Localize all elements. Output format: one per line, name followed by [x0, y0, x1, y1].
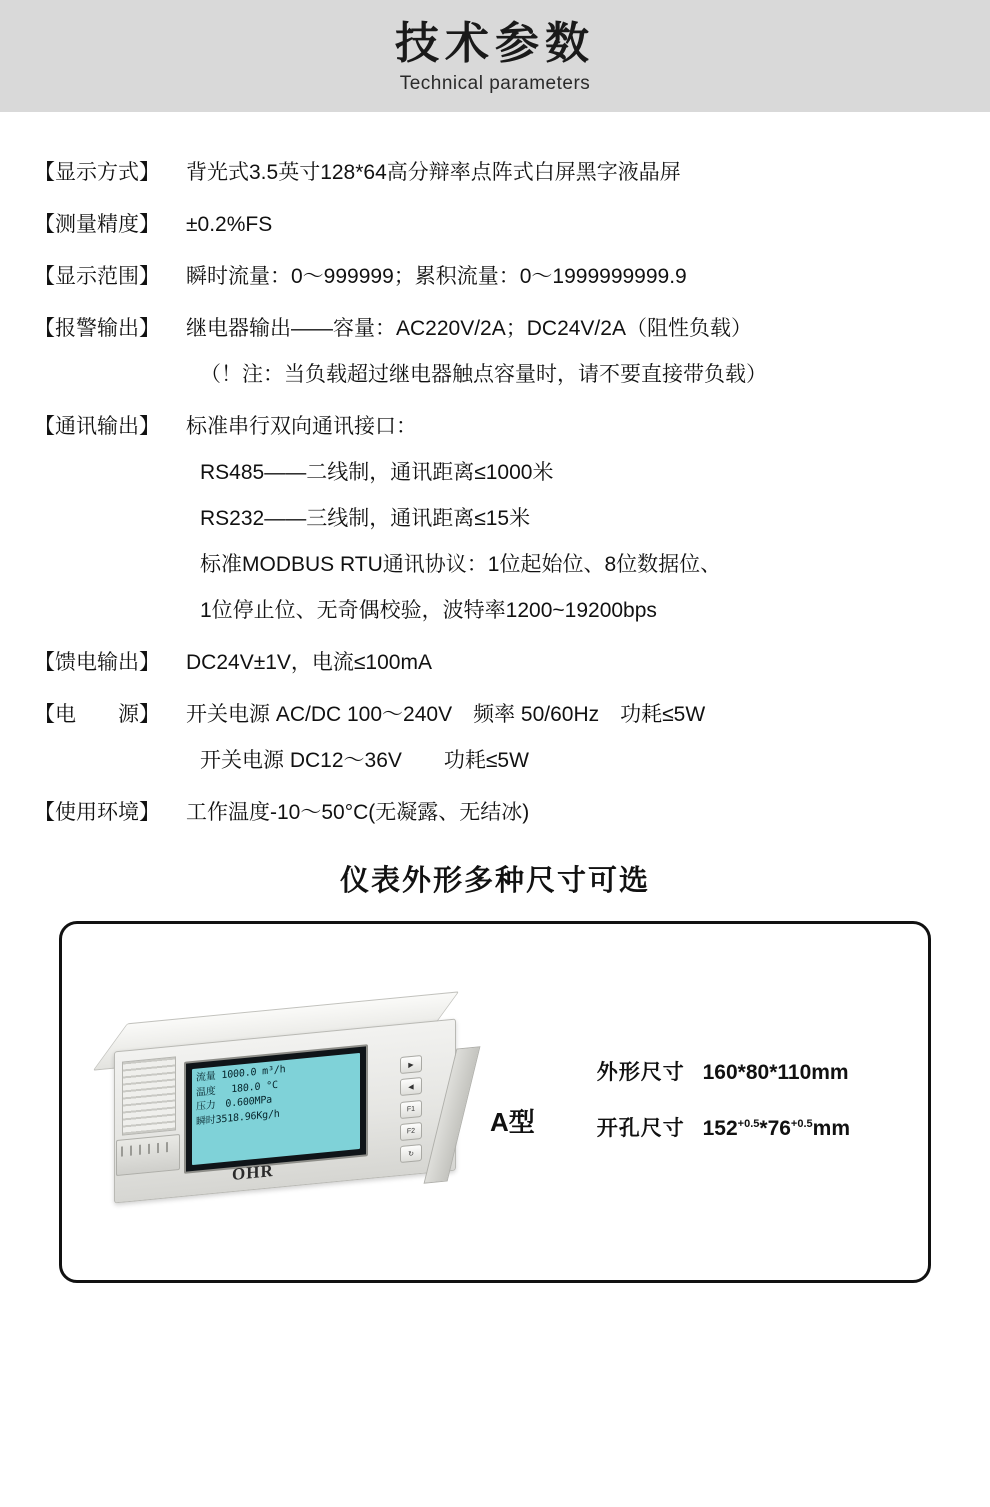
dimension-value-outline: 160*80*110mm — [702, 1061, 849, 1084]
dimension-row-outline — [597, 1056, 850, 1086]
spec-value — [186, 262, 687, 292]
spec-line: 标准MODBUS RTU通讯协议：1位起始位、8位数据位、 — [200, 553, 722, 576]
page-subtitle: Technical parameters — [399, 73, 591, 95]
spec-label: 【显示方式】 — [34, 161, 160, 184]
dimension-value-cutout-pre: 152 — [702, 1117, 738, 1140]
spec-label: 【馈电输出】 — [34, 651, 160, 674]
model-label: A型 — [490, 1106, 535, 1137]
spec-value — [186, 314, 767, 390]
spec-label: 【报警输出】 — [34, 317, 160, 340]
lcd-line-temperature: 温度 180.0 °C — [196, 1079, 278, 1099]
spec-row-power-supply — [0, 700, 990, 776]
key-left-icon[interactable]: ◀ — [400, 1077, 422, 1096]
spec-row-communication-output — [0, 412, 990, 626]
device-screen — [184, 1044, 368, 1174]
key-f1[interactable]: F1 — [400, 1099, 422, 1118]
spec-row-feed-output — [0, 648, 990, 678]
lcd-display — [192, 1053, 360, 1165]
dimension-tolerance-2: +0.5 — [790, 1118, 813, 1130]
dimension-label-outline: 外形尺寸 — [596, 1061, 685, 1084]
spec-value — [186, 700, 705, 776]
spec-label: 【显示范围】 — [34, 265, 160, 288]
spec-line: DC24V±1V，电流≤100mA — [186, 651, 432, 674]
spec-value — [186, 412, 721, 626]
brand-logo: OHR — [232, 1160, 274, 1185]
spec-label: 【电 源】 — [34, 703, 160, 726]
spec-row-accuracy — [0, 210, 990, 240]
spec-line: 工作温度-10～50°C(无凝露、无结冰) — [186, 801, 530, 824]
dimensions-block — [597, 1056, 850, 1168]
spec-line: 继电器输出——容量：AC220V/2A；DC24V/2A（阻性负载） — [186, 317, 752, 340]
dimension-row-cutout — [597, 1112, 850, 1142]
dimension-tolerance-1: +0.5 — [737, 1118, 760, 1130]
dimension-value-cutout-post: mm — [812, 1117, 850, 1140]
key-enter-icon[interactable]: ↻ — [400, 1144, 422, 1163]
page-title: 技术参数 — [395, 18, 595, 68]
spec-row-alarm-output — [0, 314, 990, 390]
spec-label: 【使用环境】 — [34, 801, 160, 824]
spec-line: 标准串行双向通讯接口： — [186, 415, 417, 438]
key-right-icon[interactable]: ▶ — [400, 1055, 422, 1074]
specifications-list — [0, 112, 990, 828]
lcd-line-pressure: 压力 0.600MPa — [196, 1094, 272, 1113]
spec-line: 开关电源 DC12～36V 功耗≤5W — [200, 749, 529, 772]
spec-row-display-type — [0, 158, 990, 188]
spec-line: RS232——三线制，通讯距离≤15米 — [200, 507, 531, 530]
section-title-sizes: 仪表外形多种尺寸可选 — [339, 865, 650, 897]
device-terminal-block — [116, 1134, 180, 1176]
spec-label: 【通讯输出】 — [34, 415, 160, 438]
spec-value — [186, 158, 681, 188]
lcd-line-instant: 瞬时3518.96Kg/h — [196, 1108, 280, 1128]
spec-row-display-range — [0, 262, 990, 292]
lcd-line-flow: 流量 1000.0 m³/h — [196, 1064, 286, 1084]
device-illustration — [84, 987, 484, 1217]
spec-line: ±0.2%FS — [186, 213, 273, 236]
spec-row-operating-environment — [0, 798, 990, 828]
key-f2[interactable]: F2 — [400, 1122, 422, 1141]
page-header — [0, 0, 990, 112]
spec-line: 背光式3.5英寸128*64高分辩率点阵式白屏黑字液晶屏 — [186, 161, 681, 184]
spec-line: （！注：当负载超过继电器触点容量时，请不要直接带负载） — [200, 363, 767, 386]
device-vents — [122, 1056, 176, 1135]
spec-value — [186, 798, 529, 828]
spec-value — [186, 210, 272, 240]
dimension-label-cutout: 开孔尺寸 — [596, 1117, 685, 1140]
spec-line: 开关电源 AC/DC 100～240V 频率 50/60Hz 功耗≤5W — [186, 703, 706, 726]
spec-label: 【测量精度】 — [34, 213, 160, 236]
device-keypad — [380, 1050, 442, 1168]
spec-line: 瞬时流量：0～999999；累积流量：0～1999999999.9 — [186, 265, 687, 288]
spec-line: 1位停止位、无奇偶校验，波特率1200~19200bps — [200, 599, 657, 622]
spec-value — [186, 648, 432, 678]
spec-line: RS485——二线制，通讯距离≤1000米 — [200, 461, 554, 484]
dimension-value-cutout-mid: *76 — [759, 1117, 791, 1140]
product-card — [59, 921, 931, 1283]
